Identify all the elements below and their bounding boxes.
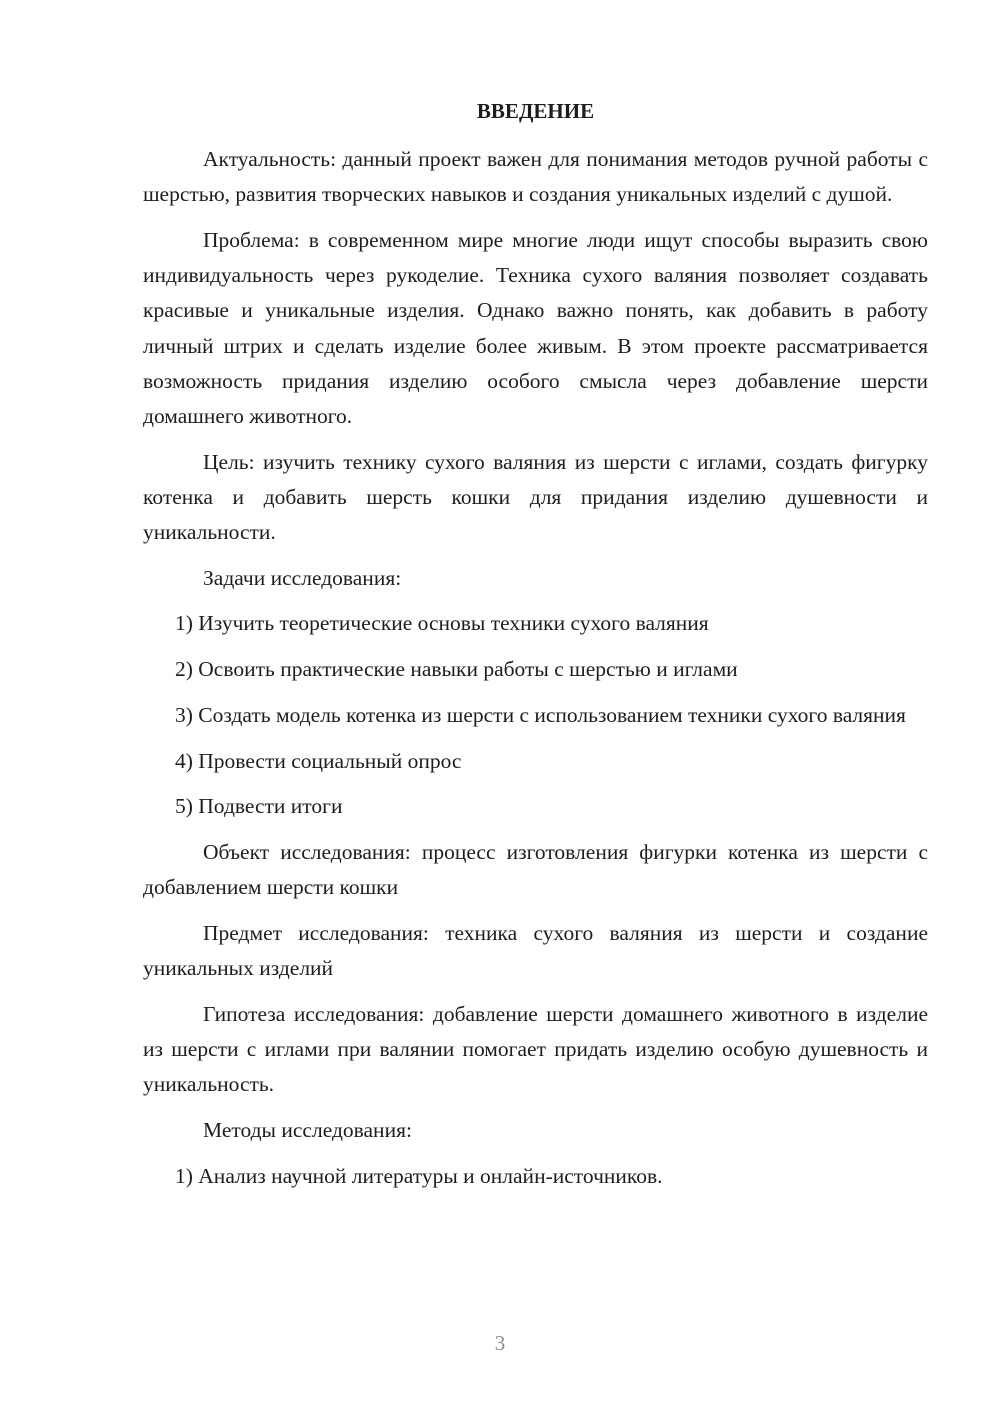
paragraph-hypothesis: Гипотеза исследования: добавление шерсти домашнего животного в изделие из шерсти с иглами при валянии помогает придать изделию особую душевность и уникальность. xyxy=(143,1001,928,1097)
task-item: 4) Провести социальный опрос xyxy=(175,748,462,773)
paragraph-tasks-heading: Задачи исследования: xyxy=(203,565,402,590)
paragraph-problem: Проблема: в современном мире многие люди ищут способы выразить свою индивидуальность через рукоделие. Техника сухого валяния позволяет создавать красивые и уникальные изделия. Однако важно понять, как добавить в работу личный штрих и сделать изделие более живым. В этом проекте рассматривается возможность придания изделию особого смысла через добавление шерсти домашнего животного. xyxy=(143,227,928,428)
paragraph-object: Объект исследования: процесс изготовления фигурки котенка из шерсти с добавлением шерсти кошки xyxy=(143,839,928,900)
paragraph-methods-heading: Методы исследования: xyxy=(203,1117,412,1142)
task-item: 3) Создать модель котенка из шерсти с использованием техники сухого валяния xyxy=(175,702,906,727)
page-number: 3 xyxy=(494,1331,506,1355)
paragraph-relevance: Актуальность: данный проект важен для понимания методов ручной работы с шерстью, развития творческих навыков и создания уникальных изделий с душой. xyxy=(143,147,928,207)
task-item: 5) Подвести итоги xyxy=(175,794,343,819)
task-item: 2) Освоить практические навыки работы с шерстью и иглами xyxy=(175,657,738,682)
paragraph-subject: Предмет исследования: техника сухого валяния из шерсти и создание уникальных изделий xyxy=(143,920,928,981)
document-page xyxy=(143,94,928,1204)
task-item: 1) Изучить теоретические основы техники сухого валяния xyxy=(175,611,709,636)
paragraph-goal: Цель: изучить технику сухого валяния из шерсти с иглами, создать фигурку котенка и добавить шерсть кошки для придания изделию душевности и уникальности. xyxy=(143,449,928,545)
page-title: ВВЕДЕНИЕ xyxy=(476,99,595,123)
method-item: 1) Анализ научной литературы и онлайн-источников. xyxy=(175,1163,663,1188)
